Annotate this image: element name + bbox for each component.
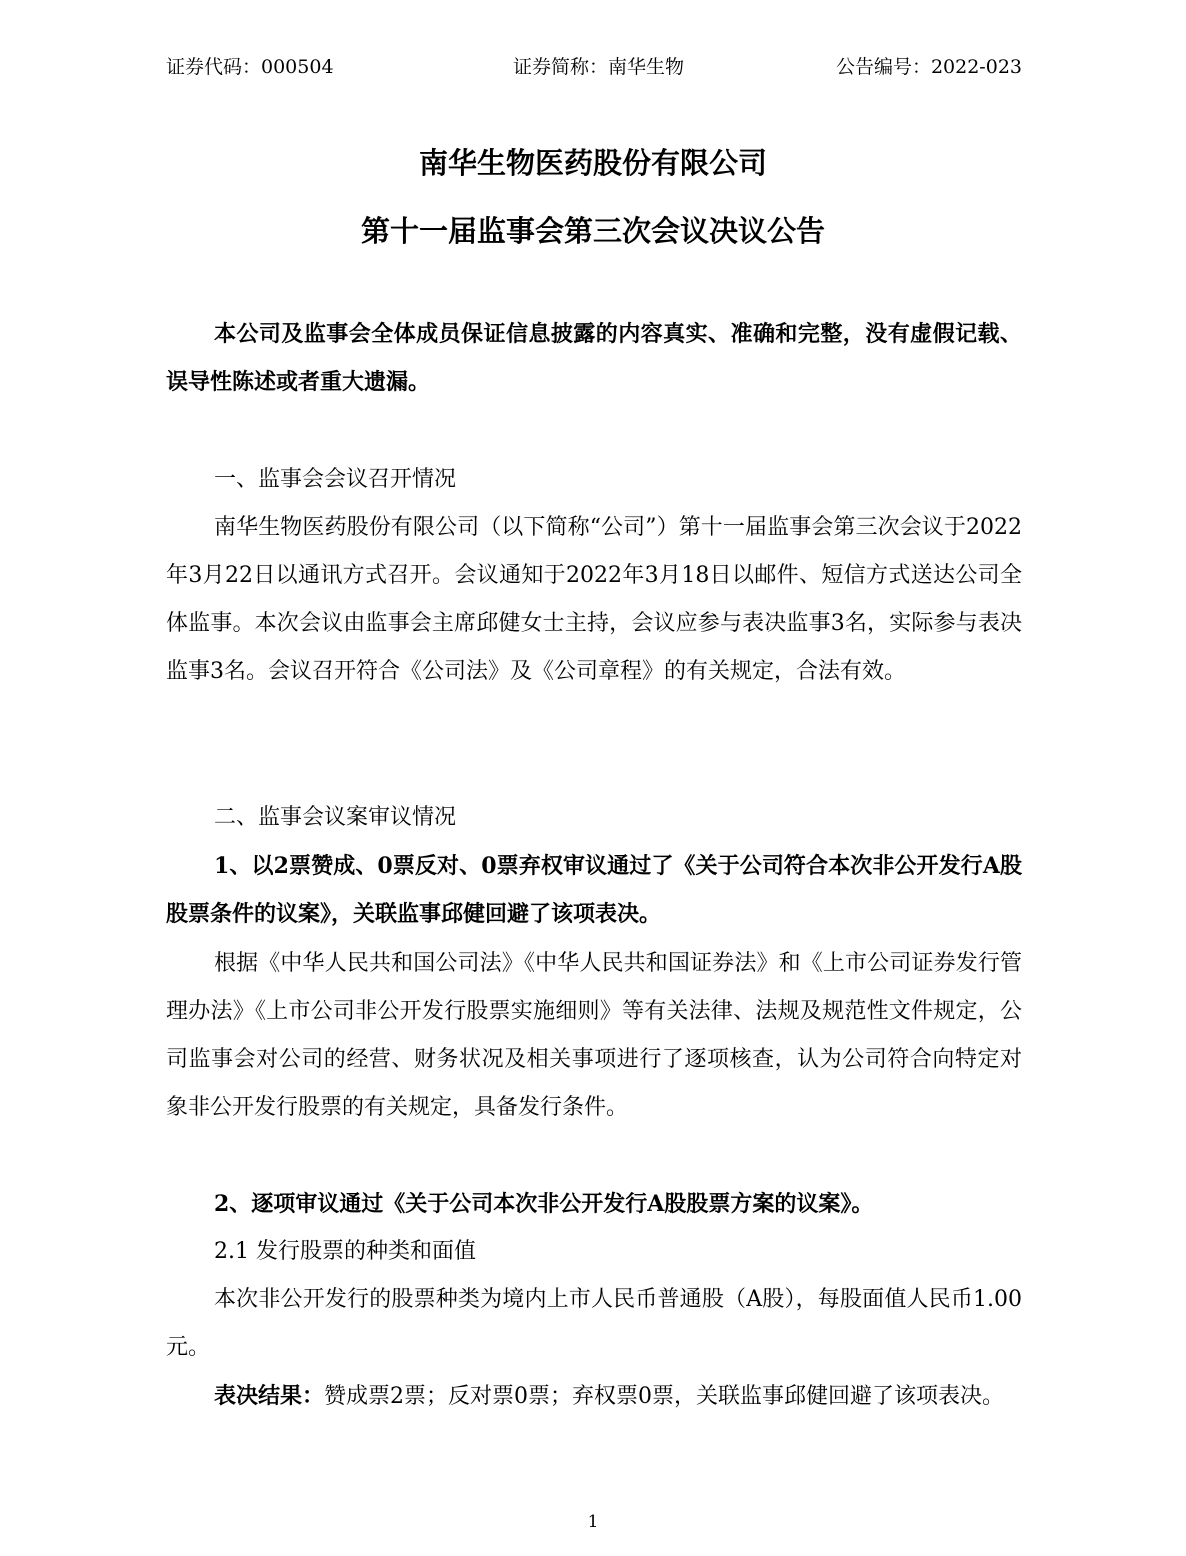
vote-result bbox=[166, 1372, 1022, 1421]
item1-body: 根据《中华人民共和国公司法》《中华人民共和国证券法》和《上市公司证券发行管理办法》《上市公司非公开发行股票实施细则》等有关法律、法规及规范性文件规定，公司监事会对公司的经营、财务状况及相关事项进行了逐项核查，认为公司符合向特定对象非公开发行股票的有关规定，具备发行条件。 bbox=[166, 951, 1022, 1120]
stock-code: 证券代码：000504 bbox=[166, 56, 334, 78]
disclosure-statement: 本公司及监事会全体成员保证信息披露的内容真实、准确和完整，没有虚假记载、误导性陈述或者重大遗漏。 bbox=[166, 321, 1022, 395]
item2-1-body: 本次非公开发行的股票种类为境内上市人民币普通股（A股），每股面值人民币1.00元。 bbox=[166, 1287, 1022, 1360]
section2-heading: 二、监事会议案审议情况 bbox=[214, 805, 457, 830]
announcement-title: 第十一届监事会第三次会议决议公告 bbox=[360, 214, 825, 248]
item1-title: 1、以2票赞成、0票反对、0票弃权审议通过了《关于公司符合本次非公开发行A股股票条件的议案》，关联监事邱健回避了该项表决。 bbox=[166, 853, 1022, 927]
vote-result-label: 表决结果： bbox=[214, 1383, 325, 1409]
stock-abbreviation: 证券简称：南华生物 bbox=[513, 56, 685, 78]
section1-body: 南华生物医药股份有限公司（以下简称“公司”）第十一届监事会第三次会议于2022年3月22日以通讯方式召开。会议通知于2022年3月18日以邮件、短信方式送达公司全体监事。本次会议由监事会主席邱健女士主持，会议应参与表决监事3名，实际参与表决监事3名。会议召开符合《公司法》及《公司章程》的有关规定，合法有效。 bbox=[166, 515, 1022, 684]
announcement-number: 公告编号：2022-023 bbox=[835, 56, 1022, 78]
vote-result-text: 赞成票2票；反对票0票；弃权票0票，关联监事邱健回避了该项表决。 bbox=[324, 1384, 1005, 1409]
section1-heading: 一、监事会会议召开情况 bbox=[214, 467, 457, 492]
page-header bbox=[166, 52, 1022, 82]
company-title: 南华生物医药股份有限公司 bbox=[418, 146, 767, 180]
page-number: 1 bbox=[587, 1512, 599, 1532]
item2-title: 2、逐项审议通过《关于公司本次非公开发行A股股票方案的议案》。 bbox=[214, 1191, 874, 1217]
item2-1-heading: 2.1 发行股票的种类和面值 bbox=[214, 1239, 476, 1264]
